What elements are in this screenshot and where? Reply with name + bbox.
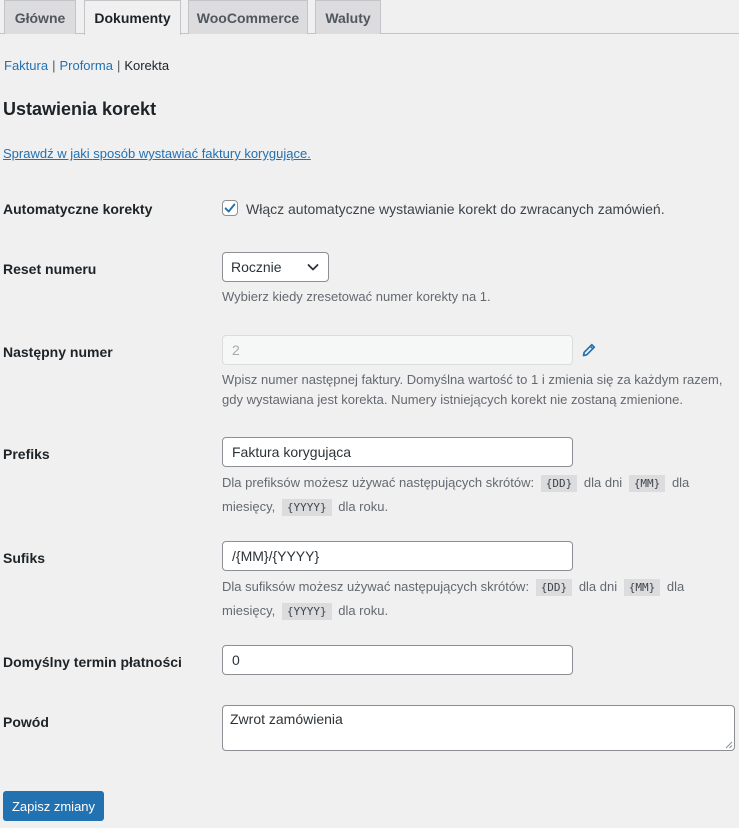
- suffix-desc-days: dla dni: [578, 579, 618, 594]
- subnav-separator: |: [52, 58, 56, 73]
- help-link[interactable]: Sprawdź w jaki sposób wystawiać faktury korygujące.: [3, 146, 311, 161]
- prefix-value: Faktura korygująca: [232, 444, 352, 460]
- suffix-desc-year: dla roku.: [338, 603, 389, 618]
- prefix-desc-months: dla miesięcy,: [222, 475, 690, 514]
- subnav-separator: |: [116, 58, 121, 73]
- auto-corrections-checkbox-label[interactable]: Włącz automatyczne wystawianie korekt do zwracanych zamówień.: [246, 201, 665, 217]
- tab-woocommerce[interactable]: WooCommerce: [188, 0, 308, 34]
- prefix-desc-days: dla dni: [583, 475, 623, 490]
- auto-corrections-label: Automatyczne korekty: [3, 201, 153, 217]
- reason-label: Powód: [3, 714, 49, 730]
- tab-waluty[interactable]: Waluty: [315, 0, 381, 34]
- suffix-label: Sufiks: [3, 550, 46, 566]
- tab-glowne[interactable]: Główne: [4, 0, 76, 34]
- suffix-desc-text: Dla sufiksów możesz używać następujących skrótów:: [222, 579, 530, 594]
- reason-textarea[interactable]: [222, 705, 735, 751]
- code-yyyy: {YYYY}: [282, 499, 332, 516]
- pencil-edit-icon[interactable]: [581, 342, 597, 358]
- tab-dokumenty[interactable]: Dokumenty: [84, 0, 181, 35]
- prefix-desc-year: dla roku.: [338, 499, 389, 514]
- next-number-description-line2: gdy wystawiana jest korekta. Numery istniejących korekt nie zostaną zmienione.: [222, 392, 683, 407]
- checkmark-icon: [223, 201, 237, 215]
- subnav-proforma[interactable]: Proforma: [59, 58, 113, 73]
- resize-handle-icon[interactable]: [724, 740, 733, 749]
- suffix-value: /{MM}/{YYYY}: [232, 548, 320, 564]
- payment-term-input[interactable]: [222, 645, 573, 675]
- reason-value: Zwrot zamówienia: [230, 711, 343, 727]
- page-title: Ustawienia korekt: [3, 99, 157, 119]
- subnav-faktura[interactable]: Faktura: [4, 58, 49, 73]
- code-dd: {DD}: [536, 579, 573, 596]
- reset-number-select[interactable]: [222, 252, 329, 282]
- next-number-description: [222, 370, 722, 410]
- subsubsub-nav: [4, 58, 169, 73]
- reset-number-description: Wybierz kiedy zresetować numer korekty na 1.: [222, 289, 491, 304]
- suffix-desc-months: dla miesięcy,: [222, 579, 685, 618]
- prefix-label: Prefiks: [3, 446, 50, 462]
- code-mm: {MM}: [629, 475, 666, 492]
- suffix-input[interactable]: [222, 541, 573, 571]
- code-yyyy: {YYYY}: [282, 603, 332, 620]
- payment-term-value: 0: [232, 652, 240, 668]
- chevron-down-icon: [306, 260, 320, 274]
- code-mm: {MM}: [624, 579, 661, 596]
- code-dd: {DD}: [541, 475, 578, 492]
- reset-number-label: Reset numeru: [3, 261, 97, 277]
- auto-corrections-checkbox[interactable]: [222, 200, 238, 216]
- reset-number-value: Rocznie: [231, 259, 282, 275]
- next-number-description-line1: Wpisz numer następnej faktury. Domyślna wartość to 1 i zmienia się za każdym razem,: [222, 372, 723, 387]
- next-number-label: Następny numer: [3, 344, 113, 360]
- suffix-description: [222, 575, 739, 623]
- payment-term-label: Domyślny termin płatności: [3, 654, 182, 670]
- prefix-description: [222, 471, 739, 519]
- next-number-input[interactable]: [222, 335, 573, 365]
- next-number-value: 2: [232, 342, 240, 358]
- nav-tab-wrapper: [0, 0, 739, 34]
- prefix-desc-text: Dla prefiksów możesz używać następujących skrótów:: [222, 475, 535, 490]
- subnav-korekta[interactable]: Korekta: [124, 58, 170, 73]
- prefix-input[interactable]: [222, 437, 573, 467]
- save-changes-button[interactable]: Zapisz zmiany: [3, 791, 104, 821]
